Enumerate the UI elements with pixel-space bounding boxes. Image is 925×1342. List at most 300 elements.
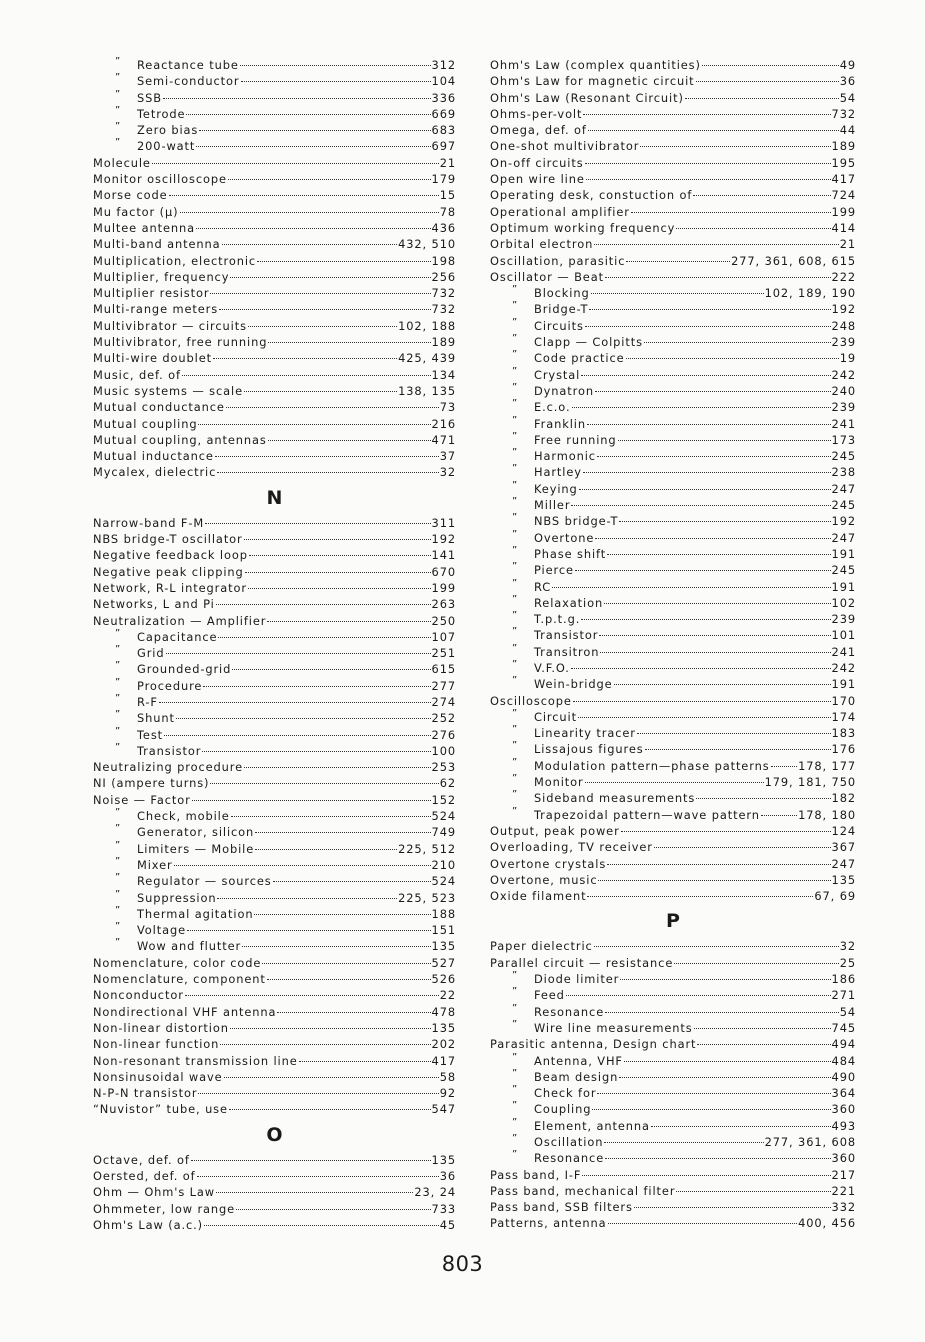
entry-term: ” E.c.o. xyxy=(490,399,571,415)
dot-leader xyxy=(215,456,439,457)
dot-leader xyxy=(230,277,430,278)
index-column-left xyxy=(93,57,456,1233)
entry-term: Orbital electron xyxy=(490,237,594,252)
entry-pages: 683 xyxy=(431,123,456,138)
index-subentry xyxy=(93,57,456,73)
entry-pages: 239 xyxy=(831,335,856,350)
entry-pages: 478 xyxy=(431,1004,456,1019)
index-entry xyxy=(490,138,856,154)
dot-leader xyxy=(267,979,431,980)
dot-leader xyxy=(608,1223,798,1224)
index-entry xyxy=(490,872,856,888)
dot-leader xyxy=(152,163,439,164)
entry-term: Multiplier, frequency xyxy=(93,269,230,284)
entry-pages: 102, 188 xyxy=(398,318,456,333)
dot-leader xyxy=(169,195,439,196)
index-subentry xyxy=(490,676,856,692)
dot-leader xyxy=(257,261,430,262)
entry-term: ” Grid xyxy=(93,645,165,661)
entry-pages: 732 xyxy=(831,106,856,121)
entry-term: ” Transistor xyxy=(93,743,201,759)
dot-leader xyxy=(218,637,430,638)
index-subentry xyxy=(490,301,856,317)
entry-term: ” Sideband measurements xyxy=(490,790,695,806)
dot-leader xyxy=(587,896,813,897)
dot-leader xyxy=(204,1225,439,1226)
dot-leader xyxy=(585,163,831,164)
index-subentry xyxy=(490,399,856,415)
index-subentry xyxy=(490,350,856,366)
entry-pages: 733 xyxy=(431,1201,456,1216)
index-entry xyxy=(93,1020,456,1036)
entry-term: ” Trapezoidal pattern—wave pattern xyxy=(490,807,760,823)
index-entry xyxy=(93,1004,456,1020)
index-subentry xyxy=(93,890,456,906)
entry-pages: 101 xyxy=(831,628,856,643)
entry-term: ” Clapp — Colpitts xyxy=(490,334,643,350)
entry-term: Music systems — scale xyxy=(93,383,244,398)
dot-leader xyxy=(254,914,430,915)
dot-leader xyxy=(203,686,430,687)
entry-pages: 225, 523 xyxy=(398,890,456,905)
entry-pages: 135 xyxy=(431,1020,456,1035)
entry-term: ” Linearity tracer xyxy=(490,725,636,741)
entry-term: Ohm — Ohm's Law xyxy=(93,1185,216,1200)
entry-term: ” Wein-bridge xyxy=(490,676,613,692)
index-subentry xyxy=(490,1085,856,1101)
index-entry xyxy=(490,171,856,187)
entry-term: NI (ampere turns) xyxy=(93,776,210,791)
dot-leader xyxy=(166,653,431,654)
entry-pages: 37 xyxy=(439,449,456,464)
index-entry xyxy=(93,1085,456,1101)
entry-term: Nonsinusoidal wave xyxy=(93,1069,223,1084)
dot-leader xyxy=(159,702,431,703)
entry-pages: 245 xyxy=(831,563,856,578)
index-entry xyxy=(93,155,456,171)
index-subentry xyxy=(490,334,856,350)
entry-term: One-shot multivibrator xyxy=(490,139,640,154)
index-entry xyxy=(93,253,456,269)
entry-term: Pass band, mechanical filter xyxy=(490,1183,676,1198)
entry-term: Mu factor (μ) xyxy=(93,204,179,219)
index-entry xyxy=(490,187,856,203)
entry-pages: 179, 181, 750 xyxy=(764,775,856,790)
entry-pages: 188 xyxy=(431,906,456,921)
entry-term: Multi-range meters xyxy=(93,302,219,317)
entry-term: ” Feed xyxy=(490,987,565,1003)
entry-term: Multi-wire doublet xyxy=(93,351,212,366)
entry-pages: 417 xyxy=(431,1053,456,1068)
index-entry xyxy=(93,1201,456,1217)
entry-pages: 104 xyxy=(431,74,456,89)
entry-term: Operational amplifier xyxy=(490,204,630,219)
index-subentry xyxy=(490,1069,856,1085)
index-subentry xyxy=(490,709,856,725)
dot-leader xyxy=(587,424,831,425)
entry-pages: 669 xyxy=(431,106,456,121)
index-subentry xyxy=(93,694,456,710)
entry-pages: 414 xyxy=(831,220,856,235)
entry-pages: 253 xyxy=(431,760,456,775)
entry-pages: 312 xyxy=(431,58,456,72)
index-entry xyxy=(93,613,456,629)
entry-term: ” Crystal xyxy=(490,367,580,383)
entry-pages: 199 xyxy=(431,580,456,595)
section-letter-o: O xyxy=(266,1123,283,1146)
entry-pages: 245 xyxy=(831,498,856,513)
index-subentry xyxy=(490,367,856,383)
entry-pages: 256 xyxy=(431,269,456,284)
entry-term: Paper dielectric xyxy=(490,939,593,954)
index-entry xyxy=(93,383,456,399)
entry-pages: 186 xyxy=(831,972,856,987)
dot-leader xyxy=(198,1093,438,1094)
entry-term: ” Thermal agitation xyxy=(93,906,253,922)
entry-pages: 32 xyxy=(839,939,856,954)
index-subentry xyxy=(93,678,456,694)
index-entry xyxy=(490,1183,856,1199)
entry-pages: 547 xyxy=(431,1102,456,1117)
index-entry xyxy=(93,171,456,187)
entry-pages: 732 xyxy=(431,302,456,317)
entry-term: On-off circuits xyxy=(490,155,584,170)
entry-pages: 183 xyxy=(831,726,856,741)
entry-term: Nonconductor xyxy=(93,988,184,1003)
index-entry xyxy=(490,253,856,269)
entry-term: ” Reactance tube xyxy=(93,57,239,73)
entry-pages: 277, 361, 608, 615 xyxy=(731,253,856,268)
entry-term: Overloading, TV receiver xyxy=(490,840,653,855)
dot-leader xyxy=(579,489,831,490)
entry-pages: 15 xyxy=(439,188,456,203)
entry-pages: 92 xyxy=(439,1086,456,1101)
dot-leader xyxy=(255,849,397,850)
dot-leader xyxy=(205,523,430,524)
entry-term: ” Tetrode xyxy=(93,106,185,122)
index-column-right xyxy=(490,57,856,1232)
dot-leader xyxy=(620,979,830,980)
page-number: 803 xyxy=(441,1252,484,1276)
index-entry xyxy=(93,367,456,383)
dot-leader xyxy=(245,572,431,573)
entry-term: Oscillator — Beat xyxy=(490,269,604,284)
index-subentry xyxy=(490,1053,856,1069)
entry-term: Nomenclature, color code xyxy=(93,955,262,970)
index-entry xyxy=(490,204,856,220)
dot-leader xyxy=(626,261,730,262)
dot-leader xyxy=(241,81,431,82)
entry-term: ” Pierce xyxy=(490,562,574,578)
entry-term: ” Resonance xyxy=(490,1150,604,1166)
dot-leader xyxy=(244,767,431,768)
index-entry xyxy=(490,1199,856,1215)
index-subentry xyxy=(93,938,456,954)
index-entry xyxy=(93,955,456,971)
dot-leader xyxy=(216,1192,413,1193)
index-subentry xyxy=(93,824,456,840)
entry-term: ” Semi-conductor xyxy=(93,73,240,89)
index-subentry xyxy=(490,530,856,546)
entry-term: Multivibrator — circuits xyxy=(93,318,247,333)
dot-leader xyxy=(575,570,831,571)
entry-term: Non-resonant transmission line xyxy=(93,1053,298,1068)
dot-leader xyxy=(634,1207,831,1208)
entry-term: Networks, L and Pi xyxy=(93,597,215,612)
dot-leader xyxy=(268,342,430,343)
entry-pages: 311 xyxy=(431,515,456,530)
entry-term: Omega, def. of xyxy=(490,123,587,138)
index-entry xyxy=(490,236,856,252)
entry-pages: 178, 180 xyxy=(798,807,856,822)
entry-pages: 191 xyxy=(831,677,856,692)
dot-leader xyxy=(685,98,839,99)
entry-term: ” Dynatron xyxy=(490,383,594,399)
index-subentry xyxy=(490,1134,856,1150)
entry-term: Overtone crystals xyxy=(490,856,607,871)
index-subentry xyxy=(93,90,456,106)
dot-leader xyxy=(645,749,831,750)
entry-term: N-P-N transistor xyxy=(93,1086,198,1101)
dot-leader xyxy=(614,684,831,685)
dot-leader xyxy=(631,212,831,213)
entry-term: Oscilloscope xyxy=(490,693,572,708)
entry-term: ” Code practice xyxy=(490,350,625,366)
index-entry xyxy=(490,823,856,839)
dot-leader xyxy=(626,358,839,359)
entry-term: Mutual inductance xyxy=(93,449,214,464)
entry-term: Parallel circuit — resistance xyxy=(490,955,674,970)
entry-pages: 524 xyxy=(431,809,456,824)
index-entry xyxy=(93,285,456,301)
dot-leader xyxy=(654,847,831,848)
entry-term: Patterns, antenna xyxy=(490,1216,607,1231)
index-subentry xyxy=(93,808,456,824)
entry-pages: 138, 135 xyxy=(398,383,456,398)
entry-pages: 151 xyxy=(431,923,456,938)
index-entry xyxy=(490,839,856,855)
entry-pages: 400, 456 xyxy=(798,1216,856,1231)
entry-pages: 241 xyxy=(831,644,856,659)
entry-pages: 238 xyxy=(831,465,856,480)
section-letter-n: N xyxy=(266,486,283,509)
entry-pages: 277 xyxy=(431,678,456,693)
entry-term: Multiplier resistor xyxy=(93,286,210,301)
dot-leader xyxy=(552,587,830,588)
section-letter-p: P xyxy=(666,910,680,933)
index-entry xyxy=(93,301,456,317)
entry-pages: 141 xyxy=(431,548,456,563)
entry-pages: 239 xyxy=(831,612,856,627)
index-subentry xyxy=(93,122,456,138)
entry-term: Non-linear function xyxy=(93,1037,220,1052)
dot-leader xyxy=(607,864,830,865)
entry-pages: 425, 439 xyxy=(398,351,456,366)
entry-pages: 221 xyxy=(831,1183,856,1198)
entry-term: ” Grounded-grid xyxy=(93,661,231,677)
index-entry xyxy=(93,1036,456,1052)
dot-leader xyxy=(586,179,831,180)
index-entry xyxy=(93,236,456,252)
index-entry xyxy=(93,432,456,448)
index-entry xyxy=(93,448,456,464)
index-entry xyxy=(490,220,856,236)
entry-term: Molecule xyxy=(93,155,151,170)
index-entry xyxy=(490,122,856,138)
index-entry xyxy=(93,515,456,531)
entry-term: ” Beam design xyxy=(490,1069,618,1085)
index-subentry xyxy=(490,741,856,757)
entry-term: ” T.p.t.g. xyxy=(490,611,580,627)
dot-leader xyxy=(585,782,764,783)
index-entry xyxy=(490,155,856,171)
index-subentry xyxy=(93,106,456,122)
entry-term: ” Antenna, VHF xyxy=(490,1053,623,1069)
entry-term: Output, peak power xyxy=(490,823,620,838)
entry-term: ” Miller xyxy=(490,497,570,513)
index-entry xyxy=(93,564,456,580)
entry-term: Pass band, I-F xyxy=(490,1167,582,1182)
index-subentry xyxy=(490,481,856,497)
dot-leader xyxy=(267,621,430,622)
entry-term: Overtone, music xyxy=(490,872,598,887)
dot-leader xyxy=(249,555,431,556)
entry-term: Oscillation, parasitic xyxy=(490,253,626,268)
entry-pages: 135 xyxy=(431,939,456,954)
dot-leader xyxy=(676,1191,830,1192)
entry-pages: 484 xyxy=(831,1053,856,1068)
dot-leader xyxy=(174,865,431,866)
entry-pages: 124 xyxy=(831,823,856,838)
index-entry xyxy=(93,531,456,547)
entry-term: ” Overtone xyxy=(490,530,594,546)
index-entry xyxy=(490,73,856,89)
index-entry xyxy=(490,955,856,971)
entry-pages: 248 xyxy=(831,318,856,333)
dot-leader xyxy=(583,114,830,115)
index-subentry xyxy=(490,790,856,806)
entry-term: ” 200-watt xyxy=(93,138,195,154)
dot-leader xyxy=(262,963,430,964)
dot-leader xyxy=(594,946,839,947)
dot-leader xyxy=(581,619,830,620)
index-entry xyxy=(93,318,456,334)
dot-leader xyxy=(229,1109,431,1110)
entry-pages: 274 xyxy=(431,694,456,709)
index-subentry xyxy=(490,497,856,513)
entry-pages: 697 xyxy=(431,139,456,154)
entry-pages: 58 xyxy=(439,1069,456,1084)
index-entry xyxy=(93,1168,456,1184)
entry-term: Mycalex, dielectric xyxy=(93,465,217,480)
dot-leader xyxy=(197,1176,439,1177)
entry-pages: 749 xyxy=(431,825,456,840)
index-entry xyxy=(93,775,456,791)
index-entry xyxy=(93,399,456,415)
index-subentry xyxy=(490,546,856,562)
dot-leader xyxy=(240,65,431,66)
entry-pages: 102 xyxy=(831,595,856,610)
index-subentry xyxy=(490,448,856,464)
index-subentry xyxy=(490,464,856,480)
entry-pages: 19 xyxy=(839,351,856,366)
entry-pages: 615 xyxy=(431,662,456,677)
dot-leader xyxy=(600,652,830,653)
index-subentry xyxy=(490,971,856,987)
entry-term: Network, R-L integrator xyxy=(93,580,247,595)
entry-pages: 182 xyxy=(831,791,856,806)
entry-pages: 67, 69 xyxy=(814,889,856,904)
dot-leader xyxy=(651,1126,831,1127)
index-entry xyxy=(93,596,456,612)
dot-leader xyxy=(230,1028,431,1029)
entry-term: “Nuvistor” tube, use xyxy=(93,1102,228,1117)
index-subentry xyxy=(490,774,856,790)
entry-term: ” Blocking xyxy=(490,285,590,301)
dot-leader xyxy=(592,1109,830,1110)
entry-term: ” Keying xyxy=(490,481,578,497)
dot-leader xyxy=(761,815,797,816)
entry-pages: 360 xyxy=(831,1102,856,1117)
entry-term: Morse code xyxy=(93,188,168,203)
index-subentry xyxy=(93,710,456,726)
entry-pages: 152 xyxy=(431,792,456,807)
dot-leader xyxy=(164,735,431,736)
entry-term: Multee antenna xyxy=(93,220,196,235)
entry-pages: 23, 24 xyxy=(414,1185,456,1200)
entry-pages: 199 xyxy=(831,204,856,219)
index-entry xyxy=(93,971,456,987)
index-subentry xyxy=(93,841,456,857)
entry-pages: 247 xyxy=(831,856,856,871)
entry-pages: 217 xyxy=(831,1167,856,1182)
entry-term: Mutual conductance xyxy=(93,400,225,415)
index-entry xyxy=(93,547,456,563)
index-subentry xyxy=(93,138,456,154)
entry-term: ” Transitron xyxy=(490,644,599,660)
entry-pages: 107 xyxy=(431,629,456,644)
entry-pages: 252 xyxy=(431,711,456,726)
entry-pages: 73 xyxy=(439,400,456,415)
dot-leader xyxy=(224,1077,439,1078)
dot-leader xyxy=(618,440,831,441)
entry-pages: 36 xyxy=(439,1169,456,1183)
entry-pages: 524 xyxy=(431,874,456,889)
entry-term: Ohm's Law for magnetic circuit xyxy=(490,74,695,89)
index-entry xyxy=(93,220,456,236)
entry-pages: 21 xyxy=(839,237,856,252)
entry-term: ” Check for xyxy=(490,1085,596,1101)
dot-leader xyxy=(180,212,439,213)
dot-leader xyxy=(248,588,431,589)
entry-term: ” Bridge-T xyxy=(490,301,588,317)
entry-pages: 100 xyxy=(431,743,456,758)
dot-leader xyxy=(702,65,839,66)
entry-pages: 247 xyxy=(831,481,856,496)
entry-pages: 247 xyxy=(831,530,856,545)
entry-pages: 367 xyxy=(831,840,856,855)
dot-leader xyxy=(244,539,431,540)
entry-pages: 276 xyxy=(431,727,456,742)
dot-leader xyxy=(202,751,430,752)
dot-leader xyxy=(232,669,430,670)
index-subentry xyxy=(93,743,456,759)
entry-term: ” V.F.O. xyxy=(490,660,570,676)
entry-pages: 191 xyxy=(831,579,856,594)
entry-pages: 191 xyxy=(831,546,856,561)
index-entry xyxy=(490,888,856,904)
entry-term: Operating desk, constuction of xyxy=(490,188,693,203)
